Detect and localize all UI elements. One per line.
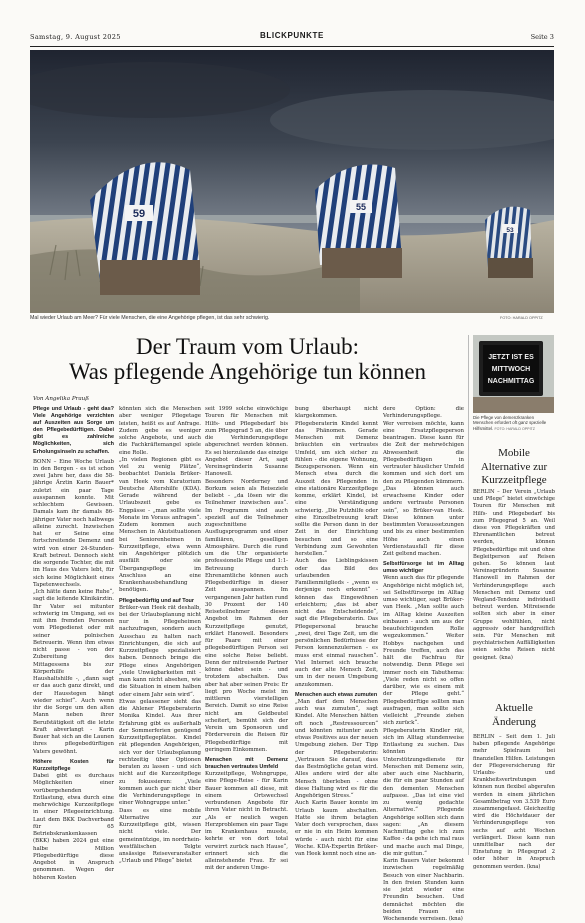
paragraph: bung überhaupt nicht klargekommen.	[295, 406, 378, 420]
byline: Von Angelika Prauß	[33, 396, 89, 402]
paragraph: Auch Karin Bauer konnte im Urlaub kaum abschalten. Hatte sie ihrem betagten Vater doch versprochen, dass er nie in ein Heim kommen würde - auch nicht für eine Woche. KDA-Expertin Brüker-van Heek kennt noch eine an-	[295, 800, 378, 858]
paragraph: Besonders Norderney und Borkum seien als Reiseziele beliebt - „da lösen wir die Teilnehmer inzwischen aus“. Im Programm sind auch speziell auf die Teilnehmer zugeschnittene Ausflugsprogramm und einer familiären, geselligen Atmosphäre. Durch die rund um die Uhr organisierte professionelle Pflege und 1:1-Betreuung durch Ehrenamtliche können auch Pflegebedürftige in dieser Zeit ausspannen. Im vergangenen Jahr hatten rund 30 Prozent der 140 Reiseteilnehmer diesen Angebot im Rahmen der Kurzzeitpflege genutzt, erklärt Hanowell. Besonders für Paare mit einer pflegebedürftigen Person sei eine solche Reise beliebt. Denn der mitreisende Partner könne dabei sein - und trotzdem abschalten. Das aber hat aber seinen Preis: Er liegt pro Woche meist im mittleren vierstelligen Bereich. Damit so eine Reise nicht am Geldbeutel scheitert, bemüht sich der Verein um Sponsoren und Förderverein die Reisen für Pflegebedürftige mit geringem Einkommen.	[205, 478, 288, 753]
paragraph: Auch das Lieblingskissen oder das Bild des urlaubenden Familienmitglieds - „wenn es derjenige noch erkennt“ - können das Eingewöhnen erleichtern; „das ist aber nicht das Entscheidende“, sagt die Pflegeberaterin. Das Pflegepersonal brauche „zwei, drei Tage Zeit, um die persönlichen Bedürfnisse der Person kennenzulernen - es muss erst einmal rauschen“. Viel Internet sich brauche auch der alte Mensch Zeit, um in der neuen Umgebung anzukommen.	[295, 558, 378, 688]
paragraph: Wer verreisen möchte, kann eine Ersatzpflegeperson beantragen. Diese kann für die Zeit der mehrwöchigen Abwesenheit die Pflegebedürftigen in vertrauter häuslicher Umfeld kommen und sich dort um den zu Pflegenden kümmern. „Das können auch erwachsene Kinder oder andere vertraute Personen sein“, so Brüker-van Heek. Diese können unter bestimmten Voraussetzungen und bis zu einer bestimmten Höhe auch einen Verdienstausfall für diese Zeit geltend machen.	[383, 420, 464, 557]
headline-line-2: Was pflegende Angehörige tun können	[68, 359, 427, 384]
issue-date: Samstag, 9. August 2025	[30, 33, 121, 41]
chair-number-53: 53	[506, 227, 514, 234]
headline-line-1: Der Traum vom Urlaub:	[136, 334, 359, 359]
subheading: Pflegebedürftig und auf Tour	[119, 597, 195, 604]
paragraph: Pflegeberaterin Kindler rät, sich im Alltag stundenweise Entlastung zu suchen. Das könnten Unterstützungsdienste für Menschen mit Demenz sein, aber auch eine Nachbarin, die für ein paar Stunden auf den dementen Menschen aufpasse. „Das ist eine viel zu wenig gedachte Alternative.“ Pflegende Angehörige sollten sich dann sagen: „An diesem Nachmittag gehe ich zum Kaffee - da gehe ich mal raus und mache auch mal Dinge, die mir guttun.“	[383, 727, 464, 857]
page-number: Seite 3	[530, 33, 554, 41]
chair-number-55: 55	[355, 202, 367, 212]
sidebar-text-current-change: BERLIN – Seit dem 1. Juli haben pflegende Angehörige mehr Spielraum bei finanziellen Hilfen. Leistungen der Pflegeversicherung für Urlaubs- und Krankheitsvertretungen können nun flexibel abgerufen werden in einem jährlichen Gesamtbetrag von 3.539 Euro zusammengefasst. Gleichzeitig wird die Höchstdauer der Verhinderungspflege von sechs auf acht Wochen verlängert. Diese kann nun unmittelbar nach der Einstufung in Pflegegrad 2 oder höher in Anspruch genommen werden. (kna)	[473, 734, 555, 870]
beach-chair-55	[315, 164, 402, 278]
paragraph: Dass es eine mobile Alternative zur Kurzzeitpflege gibt, wissen nicht viele. Der gemeinnützige, im nordrhein-westfälischen Telgte ansässige Reiseveranstalter „Urlaub und Pflege“ bietet	[119, 807, 201, 865]
sidebar-photo-credit: FOTO: HARALD OPPITZ	[494, 426, 535, 431]
clock-display-illustration	[473, 335, 554, 413]
article-headline	[30, 334, 465, 384]
paragraph: Pflegeberaterin Kindel kennt das Phänomen. Gerade Menschen mit Demenz bräuchten ein vertrautes Umfeld, um sich sicher zu fühlen - die eigene Wohnung, Bezugspersonen. Wenn ein Mensch etwa durch die Auszeit des Pflegenden in eine stationäre Kurzzeitpflege komme, erklärt Kindel, ist eine Verständigung schwierig. „Die Putzhilfe oder eine Einzelbetreuung kraft sollte die Person dann in der Zeit in der Einrichtung besuchen und so eine Verbindung zum Gewohnten herstellen.“	[295, 420, 378, 557]
paragraph: „Ich hätte dann keine Ruhe“, sagt die leitende Klinikärztin. Ihr Vater sei mitunter schwierig im Umgang, sei es mit ihm fremden Personen vom Pflegedienst oder mit seiner polnischen Betreuerin. Wenn ihm etwas nicht passe - von der Zubereitung des Mittagessens bis zur Körperhilfe der Haushaltshilfe -, „dann sagt er das auch ganz direkt, und der Hausstegen hängt wieder schief“. Auch wenn ihr die Sorge um den alten Mann neben ihrer Berufstätigkeit oft die letzte Kraft abverlangt - Karin Bauer hat sich an die Launen ihres pflegebedürftigen Vaters gewöhnt.	[33, 589, 114, 755]
masthead	[30, 31, 554, 45]
beach-scene-illustration	[30, 50, 554, 313]
paragraph: seit 1999 solche einwöchige Touren für Menschen mit Hilfs- und Pflegebedarf bis zum Pflegegrad 5 an, die über die Verhinderungspflege abgerechnet werden können. Es sei hierzulande das einzige Angebot dieser Art, sagt Vereinsgründerin Susanne Hanowell.	[205, 406, 288, 478]
beach-chair-53	[485, 207, 533, 278]
article-column-3	[205, 406, 288, 873]
chair-number-59: 59	[132, 208, 146, 220]
subheading: Menschen auch etwas zumuten	[295, 691, 378, 698]
article-column-5	[383, 406, 464, 923]
paragraph: Etwas gelassener sieht das die Ahlener Pflegeberaterin Monika Kindel. Aus ihrer Erfahrung gibt es außerhalb der Sommerferien genügend Kurzzeitpflegeplätze. Kindel rät pflegenden Angehörigen, sich vor der Urlaubsplanung rechtzeitig über Optionen beraten zu lassen - und sich nicht auf die Kurzzeitpflege zu fokussieren: „Viele kommen auch gar nicht über die Verhinderungspflege in einer Wohngruppe unter.“	[119, 698, 201, 807]
sidebar-heading-current-change: Aktuelle Änderung	[492, 702, 536, 728]
paragraph: „Man darf dem Menschen auch was zumuten“, sagt Kindel. Alte Menschen hätten oft noch „Restressourcen“ und könnten mitunter auch etwas Positives aus der neuen Umgebung ziehen. Der Tipp der Pflegeberaterin: „Vertrauen Sie darauf, dass das Bestmögliche getan wird. Alles andere wird der alte Mensch überleben - ohne diese Haltung wird es für die Angehörigen Stress.“	[295, 698, 378, 800]
paragraph: „In vielen Regionen gibt es viel zu wenig Plätze“, beobachtet Daniela Brüker-van Heek vom Kuratorium Deutsche Altershilfe (KDA). Gerade während der Urlaubszeit gebe es Engpässe - „man sollte viele Monate im Voraus anfragen“. Zudem kommen auch Menschen in Akutsituationen bei Seniorenheimen in Kurzzeitpflege, etwa wenn ein Angehöriger plötzlich ausfällt oder sie Übergangspflege im Anschluss an eine Krankenhausbehandlung benötigen.	[119, 456, 201, 594]
paragraph: BONN – Eine Woche Urlaub in den Bergen - es ist schon zwei Jahre her, dass die 58-jährige Ärztin Karin Bauer* zuletzt ein paar Tage ausspannen konnte. Mit schlechtem Gewissen. Damals kam ihr damals 86-jähriger Vater noch halbwegs alleine zurecht. Inzwischen hat er Seine eine fortschreitende Demenz und wird von einer 24-Stunden-Kraft betreut. Dennoch sieht die sorgende Tochter, die mit im Haus des Vaters lebt, für sich keine Möglichkeit eines Tapetenwechsels.	[33, 458, 114, 588]
sidebar-photo-caption	[473, 415, 555, 432]
dementia-clock-photo	[473, 335, 554, 413]
subheading: Menschen mit Demenz brauchen vertrautes Umfeld	[205, 757, 288, 771]
sidebar-divider	[468, 335, 469, 855]
photo-credit: FOTO: HARALD OPPITZ	[500, 316, 543, 320]
section-title: BLICKPUNKTE	[260, 31, 324, 40]
sign-line-3: NACHMITTAG	[487, 378, 535, 385]
sidebar-caption-text: Die Pflege von demenzkranken Menschen erfordert oft ganz spezielle Hilfsmittel.	[473, 415, 547, 431]
paragraph: Wenn auch das für pflegende Angehörige nicht möglich ist, sei Selbstfürsorge im Alltag umso wichtiger, sagt Brüker-van Heek. „Man sollte auch im Alltag kleine Auszeiten einbauen - auch um aus der beaufsichtigenden Rolle wegzukommen.“ Weiter Hobbys nachgehen und Freunde treffen, auch das hält die Fachfrau für notwendig. Denn Pflege sei immer noch ein Tabuthema: „Viele reden nicht so offen darüber, wie es einem mit der Pflege geht.“ Pflegebedürftige sollten man ausfragen, man sollte sich vielleicht „Freunde ziehen sich zurück“.	[383, 575, 464, 727]
article-lead: Pflege und Urlaub - geht das? Viele Angehörige verzichten auf Auszeiten aus Sorge um den Pflegebedürftigen. Dabei gibt es zahlreiche Möglichkeiten, sich Erholungsinseln zu schaffen.	[33, 406, 114, 455]
paragraph: könnten sich die Menschen aber weniger Pflegetage leisten, heißt es auf Anfrage. Zudem gebe es weniger solche Angebote, und auch die Fachkräftemangel spiele eine Rolle.	[119, 406, 201, 456]
article-column-1	[33, 406, 114, 882]
subheading: Selbstfürsorge ist im Alltag umso wichtiger	[383, 561, 464, 575]
paragraph: Dabei gibt es durchaus Möglichkeiten einer vorübergehenden Entlastung, etwa durch eine mehrwöchige Kurzzeitpflege in einer Pflegeeinrichtung. Laut dem BKK Dachverband für 65 Betriebskrankenkassen (BKK) haben 2024 gut eine halbe Million Pflegebedürftige diese Angebot in Anspruch genommen. Wegen der höheren Kosten	[33, 773, 114, 881]
paragraph: Kurzzeitpflege, Wohngruppe, eine Pflege-Reise - für Karin Bauer kommen all diese, mit einem Ortswechsel verbundenen Angebote für ihren Vater nicht in Betracht. „Als er neulich wegen Herzproblemen ein paar Tage im Krankenhaus musste, kehrte er von dort total verwirrt zurück nach Hause“, erinnert sich die alleinstehende Frau. Er sei mit der anderen Umge-	[205, 771, 288, 872]
subheading: Höhere Kosten für Kurzzeitpflege	[33, 758, 114, 772]
paragraph: Brüker-van Heek rät deshalb, bei der Urlaubsplanung nicht nur in Pflegeheimen nachzufragen, sondern auch Ausschau zu halten nach Einrichtungen, die sich auf Kurzzeitpflege spezialisiert haben. Dennoch bringe die Pflege eines Angehörigen „viele Unwägbarkeiten mit - man kann nicht absehen, wie die Situation in einem halben oder einem Jahr sein wird“.	[119, 604, 201, 698]
paragraph: Karin Bauers Vater bekommt inzwischen regelmäßig Besuch von einer Nachbarin. In den freien Stunden kann sie jetzt wieder eine Freundin besuchen. Und demnächst möchten die beiden Frauen ein Wochenende verreisen. (kna)	[383, 858, 464, 923]
article-column-4	[295, 406, 378, 858]
sidebar-text-mobile-alternative: BERLIN – Der Verein „Urlaub und Pflege“ bietet einwöchige Touren für Menschen mit Hilfs- und Pflegebedarf bis zum Pflegegrad 5 an. Weil diese von Pflegekräften und Ehrenamtlichen betreut werden, können Pflegebedürftige mit und ohne Begleitperson auf Reisen gehen. So können laut Vereinsgründerin Susanne Hanowell im Rahmen der Verhinderungspflege auch Menschen mit Demenz und Wegland-Tendenz individuell betreut werden. Mitreisende sollten sich aber in einer Gruppe wohlfühlen, nicht aggressiv oder handgreiflich sein. Für Menschen mit psychiatrischen Auffälligkeiten seien solche Reisen nicht geeignet. (kna)	[473, 489, 555, 661]
sidebar-heading-mobile-alternative: Mobile Alternative zur Kurzzeitpflege	[480, 447, 548, 486]
masthead-rule	[30, 46, 554, 47]
sign-line-1: JETZT IST ES	[488, 354, 534, 361]
beach-chairs-photo	[30, 50, 554, 313]
sign-line-2: MITTWOCH	[491, 366, 531, 373]
photo-caption: Mal wieder Urlaub am Meer? Für viele Menschen, die eine Angehörige pflegen, ist das sehr schwierig.	[30, 315, 270, 321]
article-column-2	[119, 406, 201, 866]
paragraph: dere Option: die Verhinderungspflege.	[383, 406, 464, 420]
